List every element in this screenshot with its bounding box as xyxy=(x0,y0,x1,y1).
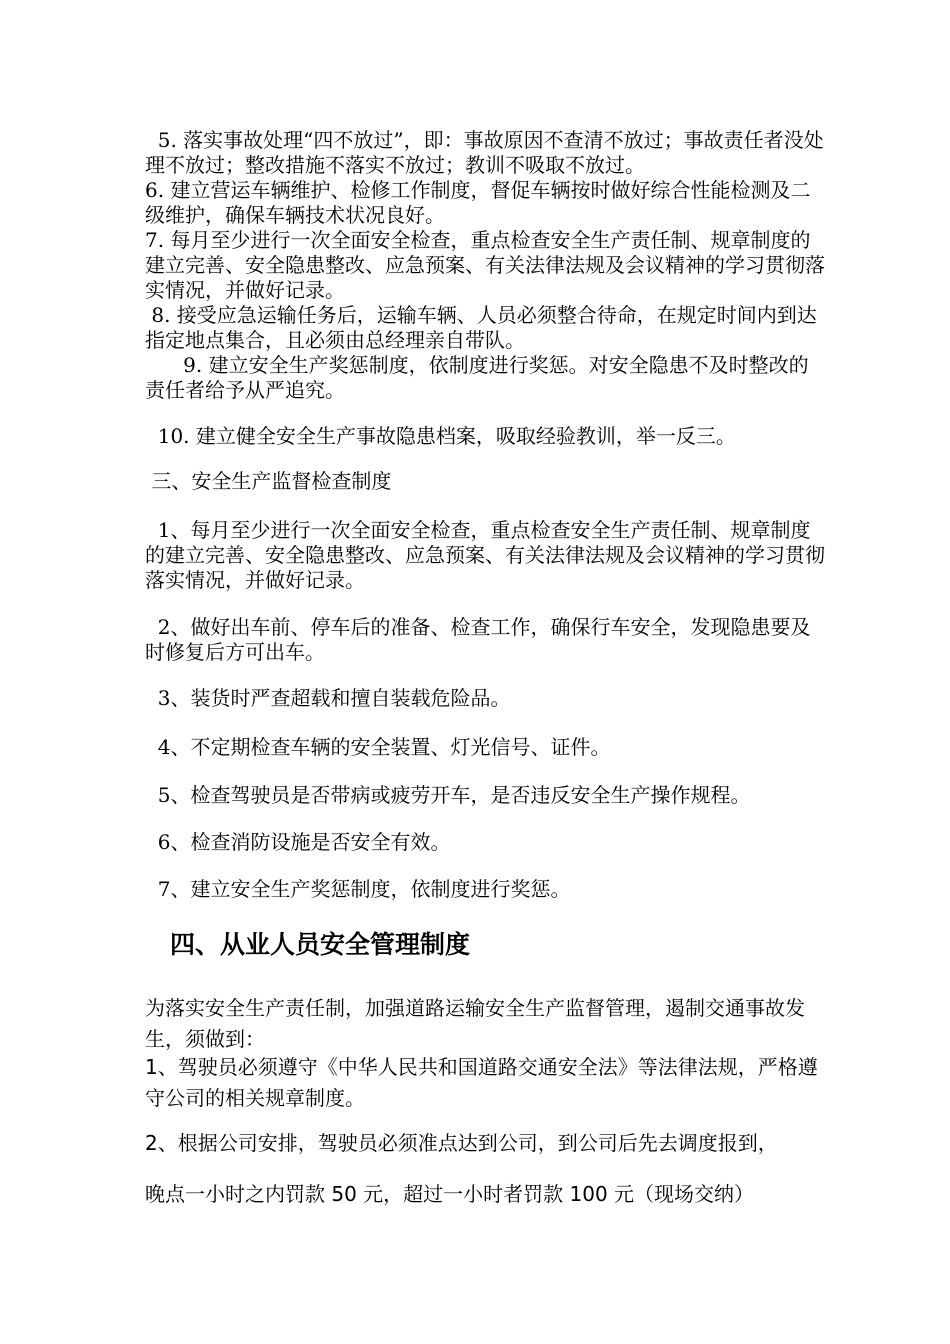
section4-item-2-line-2: 晚点一小时之内罚款 50 元，超过一小时者罚款 100 元（现场交纳） xyxy=(145,1182,755,1206)
section4-item-2-line-1: 2、根据公司安排，驾驶员必须准点达到公司，到公司后先去调度报到， xyxy=(145,1131,778,1155)
section3-item-7: 7、建立安全生产奖惩制度，依制度进行奖惩。 xyxy=(145,877,571,901)
section3-item-5: 5、检查驾驶员是否带病或疲劳开车，是否违反安全生产操作规程。 xyxy=(145,783,751,807)
section3-item-6: 6、检查消防设施是否安全有效。 xyxy=(145,830,451,854)
section3-item-3: 3、装货时严查超载和擅自装载危险品。 xyxy=(145,686,511,710)
section2-item-8: 8. 接受应急运输任务后，运输车辆、人员必须整合待命，在规定时间内到达指定地点集合，且必须由总经理亲自带队。 xyxy=(145,303,817,352)
section4-title: 四、从业人员安全管理制度 xyxy=(170,930,471,959)
section2-item-9: 9. 建立安全生产奖惩制度，依制度进行奖惩。对安全隐患不及时整改的责任者给予从严追究。 xyxy=(145,353,809,402)
section2-item-6: 6. 建立营运车辆维护、检修工作制度，督促车辆按时做好综合性能检测及二级维护，确保车辆技术状况良好。 xyxy=(145,178,811,227)
section3-item-2: 2、做好出车前、停车后的准备、检查工作，确保行车安全，发现隐患要及时修复后方可出车。 xyxy=(145,615,811,664)
section2-item-5: 5. 落实事故处理“四不放过”，即：事故原因不查清不放过；事故责任者没处理不放过；整改措施不落实不放过；教训不吸取不放过。 xyxy=(145,128,824,177)
section4-intro: 为落实安全生产责任制，加强道路运输安全生产监督管理，遏制交通事故发生，须做到： xyxy=(145,996,805,1051)
section3-item-4: 4、不定期检查车辆的安全装置、灯光信号、证件。 xyxy=(145,735,611,759)
section3-title: 三、安全生产监督检查制度 xyxy=(145,469,392,493)
section3-item-1: 1、每月至少进行一次全面安全检查，重点检查安全生产责任制、规章制度的建立完善、安全隐患整改、应急预案、有关法律法规及会议精神的学习贯彻落实情况，并做好记录。 xyxy=(145,518,825,592)
section4-item-1: 1、驾驶员必须遵守《中华人民共和国道路交通安全法》等法律法规，严格遵守公司的相关规章制度。 xyxy=(145,1055,818,1110)
section2-item-7: 7. 每月至少进行一次全面安全检查，重点检查安全生产责任制、规章制度的建立完善、安全隐患整改、应急预案、有关法律法规及会议精神的学习贯彻落实情况，并做好记录。 xyxy=(145,228,825,302)
section2-item-10: 10. 建立健全安全生产事故隐患档案，吸取经验教训，举一反三。 xyxy=(145,424,736,448)
